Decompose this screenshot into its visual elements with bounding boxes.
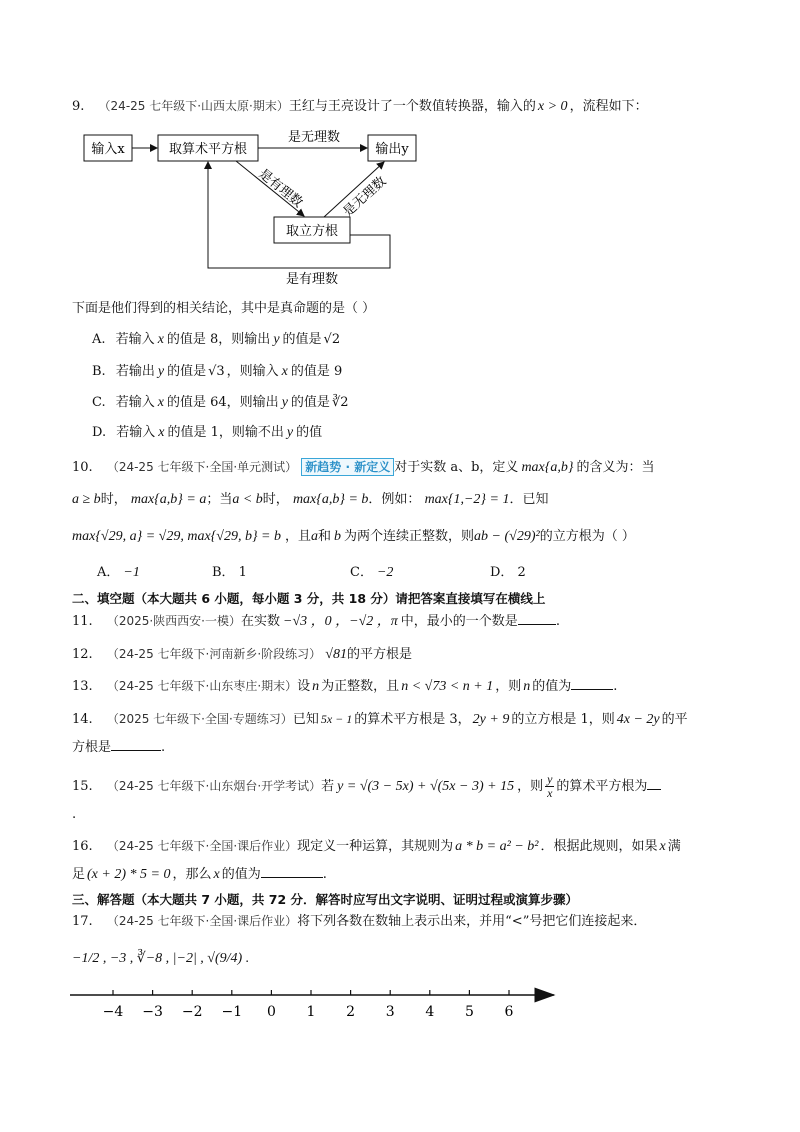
- question-text: ，且: [285, 529, 312, 544]
- question-text: 为两个连续正整数，则: [344, 529, 475, 544]
- question-source: （24-25 七年级下·全国·课后作业）: [106, 839, 298, 853]
- question-text: 现定义一种运算，其规则为: [297, 839, 454, 854]
- q13-line: [72, 677, 617, 696]
- q9-option-b: [92, 363, 342, 381]
- question-text: 对于实数 a、b，定义: [394, 460, 519, 475]
- option-text: 若输入: [115, 395, 155, 410]
- q14-line2: [72, 738, 165, 757]
- question-text: 设: [297, 679, 311, 694]
- question-text: 若: [321, 779, 335, 794]
- q10-line1: [72, 458, 654, 477]
- q11-line: [72, 612, 560, 631]
- q17-line: [72, 912, 646, 931]
- q10-option-d: [490, 564, 526, 582]
- math-expression: max{a,b}: [521, 460, 574, 475]
- math-expression: n < √73 < n + 1: [401, 679, 494, 694]
- section-heading-fill-blank: 二、填空题（本大题共 6 小题，每小题 3 分，共 18 分）请把答案直接填写在横线上: [72, 591, 546, 606]
- option-text: 的值是: [282, 332, 322, 347]
- question-source: （24-25 七年级下·山东烟台·开学考试）: [106, 779, 322, 793]
- q9-line: [72, 97, 648, 116]
- question-text: 已知: [292, 712, 319, 727]
- question-text: ；当: [206, 492, 233, 507]
- math-value: ∛2: [331, 395, 349, 410]
- axis-tick-label: 6: [504, 1004, 514, 1020]
- math-condition: x > 0: [537, 99, 568, 114]
- option-text: ，则输入: [226, 364, 279, 379]
- question-text: 为正整数，且: [321, 679, 400, 694]
- math-expression: 5x − 1: [320, 712, 353, 726]
- punctuation: .: [555, 614, 560, 629]
- math-fraction: [545, 773, 554, 800]
- question-number: 12.: [72, 647, 93, 662]
- punctuation: .: [161, 740, 166, 755]
- math-expression: (x + 2) * 5 = 0: [87, 867, 171, 882]
- math-var: y: [273, 332, 280, 347]
- question-text: 在实数: [241, 614, 281, 629]
- axis-tick-label: 1: [306, 1004, 316, 1020]
- axis-tick-label: −3: [142, 1004, 163, 1020]
- option-label: A．: [97, 565, 120, 580]
- question-number: 9.: [72, 99, 85, 114]
- math-var: b: [334, 529, 342, 544]
- flow-sqrt-label: 取算术平方根: [168, 142, 248, 157]
- question-source: （24-25 七年级下·河南新乡·阶段练习）: [106, 647, 322, 661]
- flow-diagram: [78, 125, 438, 285]
- q15-end: .: [72, 807, 77, 822]
- math-var: y: [286, 425, 294, 440]
- question-number: 16.: [72, 839, 93, 854]
- q17-numbers: −1/2 , −3 , ∛−8 , |−2| , √(9/4) .: [72, 951, 250, 966]
- question-text: 的算术平方根为: [556, 779, 648, 794]
- answer-blank[interactable]: [261, 865, 323, 878]
- question-number: 10.: [72, 460, 93, 475]
- fraction-numerator: y: [547, 772, 553, 786]
- math-expression: y = √(3 − 5x) + √(5x − 3) + 15: [337, 779, 515, 794]
- option-value: −2: [376, 565, 394, 580]
- edge-label-irrational-diag: 是无理数: [340, 174, 390, 220]
- question-number: 15.: [72, 779, 93, 794]
- option-text: 的值是: [167, 364, 207, 379]
- q10-option-b: [212, 564, 247, 582]
- option-value: −1: [123, 565, 140, 580]
- math-value: √3: [208, 364, 225, 379]
- axis-tick-label: 0: [266, 1004, 276, 1020]
- option-text: 的值是 1，则输不出: [167, 425, 284, 440]
- question-stem: 王红与王亮设计了一个数值转换器，输入的: [288, 99, 536, 114]
- math-value: √2: [323, 332, 341, 347]
- math-expression: a * b = a² − b²: [455, 839, 539, 854]
- option-label: C．: [350, 565, 373, 580]
- option-text: 的值: [296, 425, 323, 440]
- question-text: ，则: [495, 679, 522, 694]
- question-text: 时，: [262, 492, 289, 507]
- math-expression: a ≥ b: [72, 492, 101, 507]
- option-value: 2: [517, 565, 526, 580]
- question-text: 中，最小的一个数是: [400, 614, 518, 629]
- option-label: C.: [92, 395, 106, 410]
- question-source: （24-25 七年级下·山西太原·期末）: [98, 99, 289, 113]
- question-text: ，那么: [172, 867, 212, 882]
- axis-tick-label: 4: [425, 1004, 435, 1020]
- math-var: x: [158, 425, 165, 440]
- answer-blank[interactable]: [571, 677, 613, 690]
- math-expression: 4x − 2y: [616, 712, 660, 727]
- option-text: 若输出: [115, 364, 155, 379]
- option-label: D．: [490, 565, 514, 580]
- question-text: 的算术平方根是 3，: [354, 712, 471, 727]
- axis-tick-label: 5: [464, 1004, 474, 1020]
- math-expression: −√3 ，0 ，−√2 ，π: [283, 614, 398, 629]
- q16-line2: [72, 865, 327, 884]
- option-label: B.: [92, 364, 106, 379]
- q12-line: [72, 645, 412, 664]
- option-label: B．: [212, 565, 235, 580]
- q16-line1: [72, 837, 681, 856]
- question-text: 满: [667, 839, 681, 854]
- question-text: 时，: [100, 492, 127, 507]
- math-expression: a < b: [232, 492, 263, 507]
- math-expression: max{a,b} = a: [130, 492, 207, 507]
- question-text: 的平: [661, 712, 688, 727]
- answer-blank[interactable]: [647, 777, 661, 790]
- flow-cube-label: 取立方根: [285, 224, 339, 239]
- punctuation: .: [322, 867, 327, 882]
- question-text: 的立方根是 1，则: [511, 712, 615, 727]
- axis-tick-label: −2: [181, 1004, 203, 1020]
- question-source: （24-25 七年级下·山东枣庄·期末）: [106, 679, 298, 693]
- answer-blank[interactable]: [111, 738, 161, 751]
- q9-option-c: [92, 394, 348, 412]
- option-text: 的值是 64，则输出: [167, 395, 279, 410]
- question-text: 的含义为：当: [576, 460, 655, 475]
- question-source: （2025·陕西西安·一模）: [106, 614, 241, 628]
- answer-blank[interactable]: [518, 612, 556, 625]
- math-expression: max{1,−2} = 1: [424, 492, 510, 507]
- question-stem-end: ，流程如下：: [569, 99, 648, 114]
- question-text: 将下列各数在数轴上表示出来，并用“<”号把它们连接起来．: [297, 914, 647, 929]
- q9-option-a: [92, 331, 340, 349]
- option-text: 的值是 9: [290, 364, 343, 379]
- q9-question: 下面是他们得到的相关结论，其中是真命题的是（ ）: [72, 301, 376, 316]
- question-text: ，则: [517, 779, 544, 794]
- math-expression: √81: [325, 647, 347, 662]
- fraction-denominator: x: [547, 786, 553, 800]
- question-text: ．例如：: [368, 492, 421, 507]
- question-source: （2025 七年级下·全国·专题练习）: [106, 712, 293, 726]
- question-text: 的立方根为（ ）: [539, 529, 635, 544]
- axis-tick-label: 3: [385, 1004, 395, 1020]
- math-var: y: [157, 364, 165, 379]
- option-label: A.: [92, 332, 106, 347]
- q10-line3: [72, 528, 635, 546]
- math-expression: max{√29, a} = √29, max{√29, b} = b: [72, 529, 281, 544]
- q10-line2: [72, 491, 549, 509]
- math-var: a: [311, 529, 319, 544]
- math-var: x: [281, 364, 288, 379]
- question-text: 方根是: [72, 740, 112, 755]
- option-label: D.: [92, 425, 107, 440]
- question-text: 的值为: [221, 867, 261, 882]
- flow-output-label: 输出y: [375, 142, 409, 157]
- math-var: n: [523, 679, 531, 694]
- axis-tick-label: −1: [221, 1004, 243, 1020]
- question-number: 17.: [72, 914, 93, 929]
- math-expression: ab − (√29)²: [474, 529, 540, 544]
- math-var: x: [659, 839, 666, 854]
- math-var: x: [157, 332, 164, 347]
- edge-label-rational-diag: 是有理数: [255, 166, 306, 211]
- question-text: 足: [72, 867, 86, 882]
- question-text: 的值为: [532, 679, 572, 694]
- question-number: 13.: [72, 679, 93, 694]
- option-text: 的值是 8，则输出: [166, 332, 271, 347]
- math-var: x: [213, 867, 220, 882]
- q15-line: [72, 773, 661, 800]
- math-expression: max{a,b} = b: [292, 492, 369, 507]
- q10-option-a: [97, 564, 140, 582]
- question-source: （24-25 七年级下·全国·单元测试）: [106, 460, 298, 474]
- q14-line1: [72, 710, 688, 729]
- option-text: 的值是: [290, 395, 330, 410]
- math-expression: 2y + 9: [472, 712, 510, 727]
- axis-tick-label: −4: [102, 1004, 124, 1020]
- math-var: n: [312, 679, 320, 694]
- punctuation: .: [613, 679, 618, 694]
- question-source: （24-25 七年级下·全国·课后作业）: [106, 914, 298, 928]
- q9-option-d: [92, 424, 322, 442]
- option-text: 若输入: [115, 332, 155, 347]
- math-var: y: [281, 395, 288, 410]
- question-text: 的平方根是: [346, 647, 412, 662]
- math-var: x: [157, 395, 164, 410]
- flow-input-label: 输入x: [91, 142, 125, 157]
- axis-tick-label: 2: [346, 1004, 356, 1020]
- new-definition-tag: 新趋势 · 新定义: [301, 458, 394, 476]
- question-number: 14.: [72, 712, 93, 727]
- edge-label-irrational-top: 是无理数: [287, 130, 341, 145]
- question-text: 和: [318, 529, 332, 544]
- arrow-cube-loop-back: [208, 162, 390, 268]
- section-heading-answer: 三、解答题（本大题共 7 小题，共 72 分．解答时应写出文字说明、证明过程或演算步骤）: [72, 892, 579, 907]
- question-text: ．根据此规则，如果: [540, 839, 658, 854]
- number-line: [70, 980, 570, 1030]
- q10-option-c: [350, 564, 393, 582]
- edge-label-rational-bottom: 是有理数: [285, 272, 339, 285]
- question-text: ．已知: [509, 492, 549, 507]
- question-number: 11.: [72, 614, 93, 629]
- option-text: 若输入: [116, 425, 156, 440]
- option-value: 1: [238, 565, 247, 580]
